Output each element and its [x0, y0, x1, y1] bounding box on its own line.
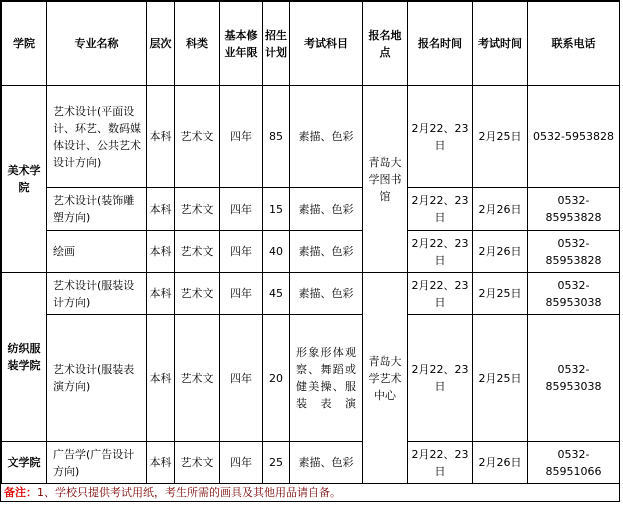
header-category: 科类: [175, 2, 220, 86]
major-cell: 广告学(广告设计方向): [47, 442, 147, 484]
header-years: 基本修业年限: [220, 2, 263, 86]
quota-cell: 45: [263, 273, 290, 315]
phone-cell: 0532-85953038: [528, 315, 620, 442]
phone-cell: 0532-85953828: [528, 231, 620, 273]
quota-cell: 15: [263, 188, 290, 231]
quota-cell: 40: [263, 231, 290, 273]
header-location: 报名地点: [363, 2, 408, 86]
phone-cell: 0532-85951066: [528, 442, 620, 484]
category-cell: 艺术文: [175, 315, 220, 442]
subjects-cell: 素描、色彩: [290, 231, 363, 273]
reg-time-cell: 2月22、23日: [408, 86, 473, 188]
major-cell: 艺术设计(服装设计方向): [47, 273, 147, 315]
header-subjects: 考试科目: [290, 2, 363, 86]
years-cell: 四年: [220, 442, 263, 484]
phone-cell: 0532-85953038: [528, 273, 620, 315]
category-cell: 艺术文: [175, 442, 220, 484]
table-row: [2, 442, 620, 484]
table-row: [2, 315, 620, 442]
admissions-table: [1, 1, 620, 484]
table-row: [2, 273, 620, 315]
header-college: 学院: [2, 2, 47, 86]
years-cell: 四年: [220, 231, 263, 273]
quota-cell: 20: [263, 315, 290, 442]
reg-time-cell: 2月22、23日: [408, 442, 473, 484]
exam-time-cell: 2月26日: [473, 188, 528, 231]
header-reg-time: 报名时间: [408, 2, 473, 86]
location-cell: 青岛大学图书馆: [363, 86, 408, 273]
subjects-cell: 形象形体观察、舞蹈或健美操、服装表演: [290, 315, 363, 442]
subjects-cell: 素描、色彩: [290, 86, 363, 188]
level-cell: 本科: [147, 86, 175, 188]
footnote-text: 1、学校只提供考试用纸，考生所需的画具及其他用品请自备。: [37, 486, 341, 499]
major-cell: 艺术设计(服装表演方向): [47, 315, 147, 442]
major-cell: 艺术设计(装饰雕塑方向): [47, 188, 147, 231]
location-cell: 青岛大学艺术中心: [363, 273, 408, 484]
years-cell: 四年: [220, 188, 263, 231]
subjects-cell: 素描、色彩: [290, 442, 363, 484]
major-cell: 绘画: [47, 231, 147, 273]
exam-time-cell: 2月25日: [473, 315, 528, 442]
reg-time-cell: 2月22、23日: [408, 188, 473, 231]
phone-cell: 0532-85953828: [528, 188, 620, 231]
level-cell: 本科: [147, 188, 175, 231]
quota-cell: 25: [263, 442, 290, 484]
table-row: [2, 188, 620, 231]
header-level: 层次: [147, 2, 175, 86]
reg-time-cell: 2月22、23日: [408, 231, 473, 273]
header-exam-time: 考试时间: [473, 2, 528, 86]
header-phone: 联系电话: [528, 2, 620, 86]
reg-time-cell: 2月22、23日: [408, 273, 473, 315]
footnote: [4, 486, 341, 500]
table-row: [2, 86, 620, 188]
subjects-cell: 素描、色彩: [290, 188, 363, 231]
exam-time-cell: 2月25日: [473, 273, 528, 315]
table-row: [2, 231, 620, 273]
category-cell: 艺术文: [175, 231, 220, 273]
level-cell: 本科: [147, 315, 175, 442]
reg-time-cell: 2月22、23日: [408, 315, 473, 442]
exam-time-cell: 2月25日: [473, 86, 528, 188]
college-cell: 文学院: [2, 442, 47, 484]
category-cell: 艺术文: [175, 188, 220, 231]
category-cell: 艺术文: [175, 273, 220, 315]
header-major: 专业名称: [47, 2, 147, 86]
exam-time-cell: 2月26日: [473, 442, 528, 484]
subjects-cell: 素描、色彩: [290, 273, 363, 315]
years-cell: 四年: [220, 315, 263, 442]
years-cell: 四年: [220, 86, 263, 188]
years-cell: 四年: [220, 273, 263, 315]
quota-cell: 85: [263, 86, 290, 188]
major-cell: 艺术设计(平面设计、环艺、数码媒体设计、公共艺术设计方向): [47, 86, 147, 188]
header-row: [2, 2, 620, 86]
footnote-label: 备注：: [4, 486, 37, 499]
college-cell: 纺织服装学院: [2, 273, 47, 442]
phone-cell: 0532-5953828: [528, 86, 620, 188]
category-cell: 艺术文: [175, 86, 220, 188]
level-cell: 本科: [147, 273, 175, 315]
level-cell: 本科: [147, 442, 175, 484]
level-cell: 本科: [147, 231, 175, 273]
header-quota: 招生计划: [263, 2, 290, 86]
college-cell: 美术学院: [2, 86, 47, 273]
exam-time-cell: 2月26日: [473, 231, 528, 273]
